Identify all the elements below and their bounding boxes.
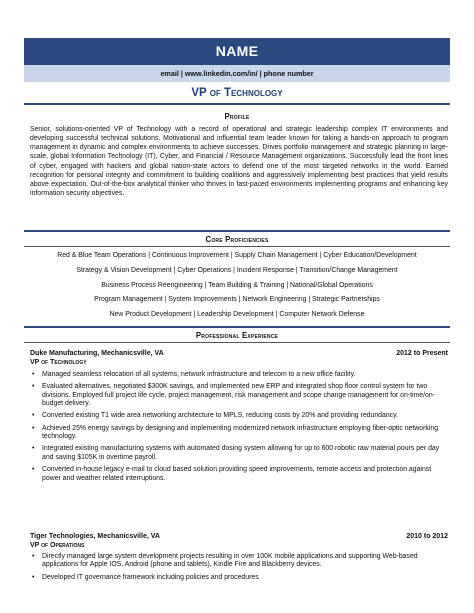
proficiency-row: Red & Blue Team Operations | Continuous Improvement | Supply Chain Management | Cyber Education/Development (57, 252, 417, 259)
job-role: VP of Technology (30, 359, 87, 366)
bullet-icon: • (32, 466, 35, 474)
list-item (30, 553, 448, 570)
bullet-icon: • (32, 412, 35, 420)
list-item (30, 412, 448, 420)
job-title: VP of Technology (191, 87, 283, 99)
job-bullets (30, 371, 448, 487)
profile-summary: Senior, solutions-oriented VP of Technology with a record of operational and strategic leadership complex IT environments and developing successful technical solutions. Motivational and influential team leader known for taking a hands-on approach to program management in dynamic and complex environments to achieve successes. Drives portfolio management and strategic planning in large-scale, global Information Technology (IT), Cyber, and Financial / Resource Management organizations. Successfully lead the front lines of cyber, engaged with hackers and global nation-state actors to defend one of the most targeted networks in the world. Earned recognition for personal integrity and commitment to building coalitions and aggressively implementing best practices that yield results above expectation. Out-of-the-box analytical thinker who thrives in fast-paced environments implementing programs and enhancing key information security objectives. (30, 126, 448, 198)
job-bullets (30, 553, 448, 586)
resume-name-banner (24, 38, 450, 65)
employment-dates: 2010 to 2012 (406, 533, 448, 540)
proficiency-row: Program Management | System Improvements | Network Engineering | Strategic Partnerships (94, 296, 380, 303)
list-item (30, 445, 448, 462)
experience-underline (24, 342, 450, 343)
bullet-text: Evaluated alternatives, negotiated $300K savings, and implemented new ERP and integrated shop floor control system for two divisions. Employed full project life cycle, project management, risk management and scope change management for on-time/on-budget delivery. (42, 383, 435, 408)
bullet-text: Converted in-house legacy e-mail to cloud based solution providing speed improvements, remote access and protection against power and weather related interruptions. (42, 466, 432, 482)
list-item (30, 425, 448, 442)
bullet-icon: • (32, 383, 35, 391)
proficiency-row: Strategy & Vision Development | Cyber Operations | Incident Response | Transition/Change Management (76, 267, 398, 274)
proficiencies-divider (24, 326, 450, 328)
employment-dates: 2012 to Present (396, 350, 448, 357)
contact-details: email | www.linkedin.com/in/ | phone number (160, 69, 314, 78)
bullet-text: Managed seamless relocation of all systems, network infrastructure and telecom to a new office facility. (42, 371, 356, 378)
bullet-icon: • (32, 573, 35, 581)
proficiency-row: Business Process Reengineering | Team Building & Training | National/Global Operations (101, 282, 373, 289)
candidate-name: NAME (215, 43, 259, 59)
bullet-icon: • (32, 553, 35, 560)
proficiencies-heading: Core Proficiencies (205, 235, 269, 244)
profile-divider (24, 230, 450, 232)
contact-line (24, 65, 450, 82)
job-role: VP of Operations (30, 542, 85, 549)
list-item (30, 574, 448, 582)
bullet-icon: • (32, 445, 35, 453)
job-company-line (30, 532, 448, 541)
bullet-text: Integrated existing manufacturing systems with automated dosing system allowing for up to 600 robotic raw material pours per day and saving $105K in overtime payroll. (42, 445, 440, 461)
title-divider (24, 103, 450, 105)
bullet-icon: • (32, 371, 35, 378)
bullet-text: Converted existing T1 wide area networking architecture to MPLS, reducing costs by 20% and providing redundancy. (42, 412, 398, 420)
bullet-icon: • (32, 424, 35, 432)
bullet-text: Directly managed large system development projects resulting in over 100K mobile applications and supporting Web-based applications for Apple IOS, Android (phone and tablets), Kindle Fire and Blackberry devices. (42, 553, 418, 569)
list-item (30, 466, 448, 483)
bullet-text: Achieved 25% energy savings by designing and implementing modernized network infrastructure employing fiber-optic networking technology. (42, 424, 439, 441)
list-item (30, 371, 448, 379)
list-item (30, 383, 448, 408)
bullet-text: Developed IT governance framework including policies and procedures (42, 573, 259, 581)
proficiencies-underline (24, 246, 450, 247)
proficiency-row: New Product Development | Leadership Development | Computer Network Defense (109, 311, 365, 318)
job-company-line (30, 349, 448, 358)
profile-heading: Profile (224, 112, 250, 121)
company-name: Duke Manufacturing, Mechanicsville, VA (30, 350, 164, 357)
experience-heading: Professional Experience (195, 331, 279, 340)
company-name: Tiger Technologies, Mechanicsville, VA (30, 533, 160, 540)
